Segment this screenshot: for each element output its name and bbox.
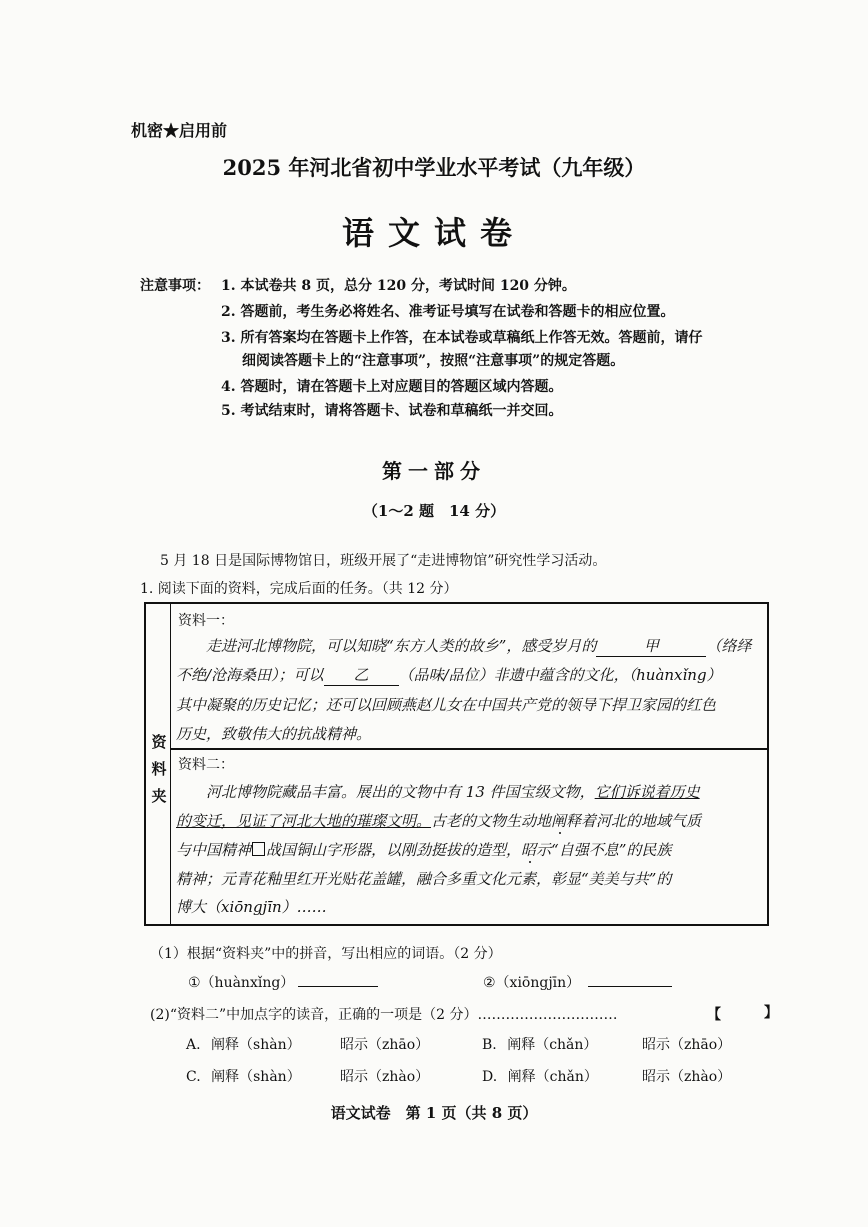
option-c: C. 阐释（shàn） — [186, 1069, 301, 1085]
part-subtitle: （1～2 题 14 分） — [362, 502, 506, 520]
underlined-sentence: 它们诉说着历史 — [594, 783, 700, 801]
folder-label-char: 资 — [151, 733, 167, 751]
sub-question-1-stem: （1）根据“资料夹”中的拼音，写出相应的词语。（2 分） — [150, 946, 502, 962]
option-c-2: 昭示（zhào） — [340, 1069, 430, 1085]
material-1-line-4: 历史，致敬伟大的抗战精神。 — [176, 725, 372, 743]
material-1-title: 资料一： — [178, 613, 234, 629]
option-b: B. 阐释（chǎn） — [482, 1037, 598, 1053]
option-b-2: 昭示（zhāo） — [642, 1037, 732, 1053]
material-2-line-5: 博大（xiōngjīn）…… — [176, 898, 327, 916]
sub-question-1-b: ②（xiōngjīn） — [483, 972, 672, 992]
dotted-char-zhao: 昭 — [521, 841, 537, 859]
option-d-2: 昭示（zhào） — [642, 1069, 732, 1085]
dotted-char-chan: 阐 — [551, 812, 567, 830]
material-1-line-1: 走进河北博物院，可以知晓“东方人类的故乡”，感受岁月的 甲 （络绎 — [206, 637, 752, 655]
notice-item-1: 1. 本试卷共 8 页，总分 120 分，考试时间 120 分钟。 — [221, 278, 576, 294]
option-d: D. 阐释（chǎn） — [482, 1069, 598, 1085]
part-title: 第一部分 — [382, 459, 486, 483]
notice-label: 注意事项： — [140, 278, 210, 294]
paper-title: 语文试卷 — [341, 214, 526, 252]
material-1-line-3: 其中凝聚的历史记忆；还可以回顾燕赵儿女在中国共产党的领导下捍卫家园的红色 — [176, 696, 717, 714]
notice-item-5: 5. 考试结束时，请将答题卡、试卷和草稿纸一并交回。 — [221, 403, 563, 419]
sub-question-1-a: ①（huànxǐng） — [188, 972, 378, 992]
folder-side-column — [146, 604, 171, 924]
material-2-line-4: 精神；元青花釉里红开光贴花盖罐，融合多重文化元素，彰显“美美与共”的 — [176, 870, 672, 888]
material-2-line-3: 与中国精神 战国铜山字形器，以刚劲挺拔的造型，昭示“自强不息”的民族 — [176, 841, 672, 859]
blank-yi: 乙 — [324, 664, 399, 686]
notice-item-3-cont: 细阅读答题卡上的“注意事项”，按照“注意事项”的规定答题。 — [242, 353, 625, 369]
notice-item-2: 2. 答题前，考生务必将姓名、准考证号填写在试卷和答题卡的相应位置。 — [221, 304, 675, 320]
question-1-stem: 1. 阅读下面的资料，完成后面的任务。（共 12 分） — [140, 581, 458, 597]
notice-item-4: 4. 答题时，请在答题卡上对应题目的答题区域内答题。 — [221, 379, 563, 395]
material-2-line-2: 的变迁，见证了河北大地的璀璨文明。古老的文物生动地阐释着河北的地域气质 — [176, 812, 702, 830]
punctuation-box — [252, 842, 265, 856]
answer-blank-b — [588, 986, 672, 987]
intro-text: 5 月 18 日是国际博物馆日，班级开展了“走进博物馆”研究性学习活动。 — [160, 553, 607, 569]
option-a: A. 阐释（shàn） — [186, 1037, 301, 1053]
option-a-2: 昭示（zhāo） — [340, 1037, 430, 1053]
material-divider — [171, 748, 767, 750]
underlined-sentence-cont: 的变迁，见证了河北大地的璀璨文明。 — [176, 812, 432, 830]
answer-blank-a — [298, 986, 378, 987]
confidential-mark: 机密★启用前 — [131, 121, 228, 140]
material-folder — [144, 602, 769, 926]
material-2-title: 资料二： — [178, 757, 234, 773]
answer-bracket-right: 】 — [764, 1005, 778, 1021]
notice-item-3: 3. 所有答案均在答题卡上作答，在本试卷或草稿纸上作答无效。答题前，请仔 — [221, 330, 703, 346]
blank-jia: 甲 — [596, 635, 706, 657]
sub-question-2-stem: (2)“资料二”中加点字的读音，正确的一项是（2 分）………………………… — [150, 1007, 618, 1023]
exam-title: 2025 年河北省初中学业水平考试（九年级） — [222, 155, 646, 180]
folder-side-label — [150, 729, 168, 810]
folder-label-char: 料 — [151, 760, 167, 778]
page-footer: 语文试卷 第 1 页（共 8 页） — [330, 1104, 538, 1122]
material-2-line-1: 河北博物院藏品丰富。展出的文物中有 13 件国宝级文物，它们诉说着历史 — [206, 783, 700, 801]
folder-label-char: 夹 — [151, 787, 167, 805]
answer-bracket-left: 【 — [707, 1007, 721, 1023]
material-1-line-2: 不绝/沧海桑田）；可以 乙 （品味/品位）非遗中蕴含的文化，（huànxǐng） — [176, 666, 722, 684]
